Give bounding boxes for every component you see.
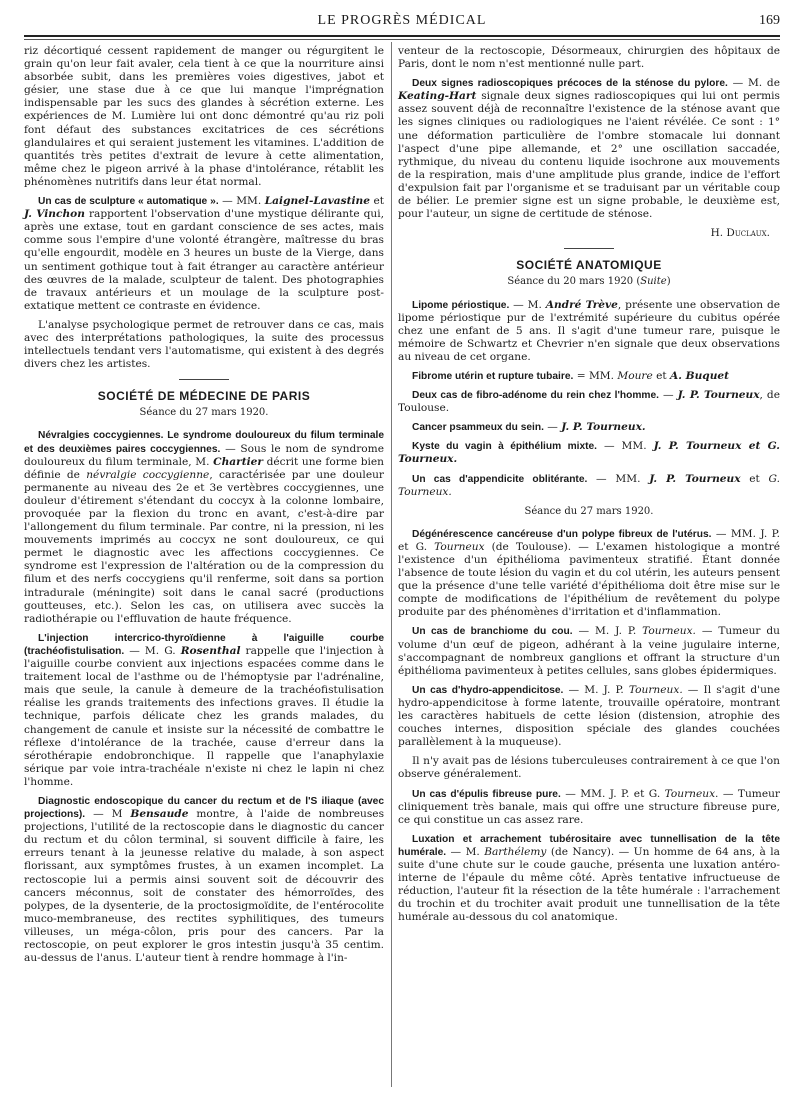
paragraph-lead: Kyste du vagin à épithélium mixte. xyxy=(412,441,598,453)
author-name: J. P. Tourneux xyxy=(649,472,741,485)
paragraph: L'analyse psychologique permet de retrouver dans ce cas, mais avec des interprétations pathologiques, la suite des processus intellectuels tendant vers l'automatisme, qui existent à des degrés divers chez les artistes. xyxy=(24,318,384,371)
paragraph: Diagnostic endoscopique du cancer du rectum et de l'S iliaque (avec projections). — M Bensaude montre, à l'aide de nombreuses projections, l'utilité de la rectoscopie dans le diagnostic du cancer du rectum et du côlon terminal, si souvent difficile à faire, les erreurs tenant à la jeunesse relative du malade, à son aspect florissant, aux symptômes frustes, à un examen incomplet. La rectoscopie lui a permis ainsi souvent soit de découvrir des cancers méconnus, soit de constater des hémorroïdes, des polypes, de la dysenterie, de la proctosigmoïdite, de l'entérocolite muco-membraneuse, des rectites syphilitiques, des tumeurs villeuses, un méga-côlon, pris pour des cancers. Par la rectoscopie, on peut explorer le gros intestin jusqu'à 35 centim. au-dessus de l'anus. L'auteur tient à rendre hommage à l'in- xyxy=(24,795,385,965)
page-header xyxy=(24,10,780,36)
signature: H. Duclaux. xyxy=(710,227,770,240)
page-number: 169 xyxy=(759,13,780,28)
journal-title: LE PROGRÈS MÉDICAL xyxy=(317,13,487,28)
author-name: Tourneux. xyxy=(642,625,696,638)
paragraph-lead: Névralgies coccygiennes. Le syndrome douloureux du filum terminale et des deuxièmes paires coccygiennes. xyxy=(24,430,384,455)
paragraph-lead: Un cas d'épulis fibreuse pure. xyxy=(412,788,561,800)
author-name: Barthélemy xyxy=(484,845,547,858)
paragraph-lead: Dégénérescence cancéreuse d'un polype fibreux de l'utérus. xyxy=(412,528,712,540)
paragraph: Un cas d'appendicite oblitérante. — MM. J. P. Tourneux et G. Tourneux. xyxy=(398,472,780,498)
section-title: SOCIÉTÉ DE MÉDECINE DE PARIS xyxy=(97,389,311,404)
paragraph-lead: Deux cas de fibro-adénome du rein chez l'homme. xyxy=(412,390,659,402)
author-name: Moure xyxy=(617,369,653,382)
author-name: Laignel-Lavastine xyxy=(264,195,370,208)
paragraph: Fibrome utérin et rupture tubaire. = MM. Moure et A. Buquet xyxy=(412,369,730,382)
section-date: Séance du 27 mars 1920. xyxy=(139,407,269,419)
paragraph: Deux cas de fibro-adénome du rein chez l'homme. — J. P. Tourneux, de Toulouse. xyxy=(398,389,780,415)
paragraph: L'injection intercrico-thyroïdienne à l'aiguille courbe (trachéofistulisation. — M. G. Rosenthal rappelle que l'injection à l'aiguille courbe convient aux injections espacées comme dans le traitement local de l'asthme ou de l'hémoptysie par l'adrénaline, mais que seule, la canule à demeure de la trachéofistulisation réalise les grands traitements des infections graves. Il étudie la technique, parfois délicate chez les grands malades, du changement de canule et insiste sur la nécessité de combattre le réflexe d'intolérance de la trachée, cause d'erreur dans la sérothérapie endobronchique. Il rappelle que l'anaphylaxie sérique par voie intra-trachéale n'existe ni chez le lapin ni chez l'homme. xyxy=(24,632,384,788)
paragraph-lead: Fibrome utérin et rupture tubaire. xyxy=(412,370,574,382)
left-column xyxy=(24,45,384,971)
paragraph-lead: Un cas d'appendicite oblitérante. xyxy=(412,473,588,485)
author-name: J. P. Tourneux et G. Tourneux. xyxy=(398,440,780,466)
paragraph-lead: Diagnostic endoscopique du cancer du rectum et de l'S iliaque (avec projections). xyxy=(24,795,384,821)
section-date: Séance du 27 mars 1920. xyxy=(524,505,654,517)
paragraph-lead: Lipome périostique. xyxy=(412,299,510,311)
author-name: G. Tourneux. xyxy=(398,472,780,498)
paragraph: Un cas de sculpture « automatique ». — MM. Laignel-Lavastine et J. Vinchon rapportent l'observation d'une mystique délirante qui, après une extase, tout en gardant conscience de ses actes, mais comme sous l'empire d'une volonté étrangère, maîtresse du bras qu'elle engourdit, modèle en 3 heures un buste de la Vierge, dans un sentiment gothique tout à fait étranger au caractère antérieur des œuvres de la malade, sculpteur de talent. Des photographies de travaux antérieurs et un moulage de la sculpture post-extatique mettent ce contraste en évidence. xyxy=(24,195,384,312)
paragraph: Un cas de branchiome du cou. — M. J. P. Tourneux. — Tumeur du volume d'un œuf de pigeon, adhérant à la veine jugulaire interne, s'accompagnant de nombreux ganglions et offrant la structure d'un épithélioma pavimenteux à petites cellules, sans globes épidermiques. xyxy=(398,625,780,677)
paragraph: Il n'y avait pas de lésions tuberculeuses contrairement à ce que l'on observe généralement. xyxy=(398,755,780,781)
separator xyxy=(564,248,614,249)
author-name: Keating-Hart xyxy=(398,90,477,103)
paragraph-lead: Cancer psammeux du sein. xyxy=(412,422,544,434)
author-name: Chartier xyxy=(213,455,263,468)
paragraph: Lipome périostique. — M. André Trève, présente une observation de lipome périostique pur de l'extrémité supérieure du cubitus opérée chez une enfant de 5 ans. Il s'agit d'une tumeur rare, puisque le mémoire de Schwartz et Chevrier n'en signale que deux observations au niveau de cet organe. xyxy=(398,298,780,363)
paragraph: Névralgies coccygiennes. Le syndrome douloureux du filum terminale et des deuxièmes paires coccygiennes. — Sous le nom de syndrome douloureux du filum terminale, M. Chartier décrit une forme bien définie de névralgie coccygienne, caractérisée par une douleur permanente au niveau des 2e et 3e vertèbres coccygiennes, une douleur d'étirement s'étendant du coccyx à la colonne lombaire, provoquée par la flexion du tronc en avant, c'est-à-dire par l'allongement du filum terminale. Par contre, ni la pression, ni les mouvements imprimés au coccyx ne sont douloureux, ce qui permet le diagnostic avec les affections coccygiennes. Ce syndrome est l'expression de l'altération ou de la compression du filum et des nerfs coccygiens qu'il renferme, soit dans sa portion intradurale (méningite) soit dans le canal sacré (productions goutteuses, etc.). Selon les cas, on utilisera avec succès la radiothérapie ou l'effluvation de haute fréquence. xyxy=(24,430,384,625)
author-name: A. Buquet xyxy=(670,369,730,382)
section-title: SOCIÉTÉ ANATOMIQUE xyxy=(516,258,662,273)
column-divider xyxy=(391,42,392,1087)
paragraph-lead: Un cas de sculpture « automatique ». xyxy=(38,196,219,208)
term: névralgie coccygienne xyxy=(86,468,210,481)
author-name: Tourneux. xyxy=(664,787,719,800)
paragraph: Luxation et arrachement tubérositaire avec tunnellisation de la tête humérale. — M. Barthélemy (de Nancy). — Un homme de 64 ans, à la suite d'une chute sur le coude gauche, présenta une luxation antéro-interne de l'épaule du même côté. Après tentative infructueuse de réduction, l'auteur fit la résection de la tête humérale : l'arrachement du trochin et du trochiter avait produit une tunnellisation de la tête humérale au-dessous du col anatomique. xyxy=(398,833,780,924)
paragraph: venteur de la rectoscopie, Désormeaux, chirurgien des hôpitaux de Paris, dont le nom n'est mentionné nulle part. xyxy=(398,45,780,71)
paragraph: Kyste du vagin à épithélium mixte. — MM. J. P. Tourneux et G. Tourneux. xyxy=(398,440,780,466)
author-name: J. P. Tourneux. xyxy=(561,421,646,434)
paragraph-lead: L'injection intercrico-thyroïdienne à l'aiguille courbe (trachéofistulisation. xyxy=(24,632,384,657)
paragraph: Un cas d'hydro-appendicitose. — M. J. P. Tourneux. — Il s'agit d'une hydro-appendicitose à forme latente, trouvaille opératoire, montrant les caractères habituels de cette lésion (distension, atrophie des couches internes, disposition spéciale des glandes couchées parallèlement à la muqueuse). xyxy=(398,683,781,749)
paragraph: Un cas d'épulis fibreuse pure. — MM. J. P. et G. Tourneux. — Tumeur cliniquement très banale, mais qui offre une structure fibreuse pure, ce qui constitue un cas assez rare. xyxy=(398,787,780,826)
paragraph-lead: Deux signes radioscopiques précoces de la sténose du pylore. xyxy=(412,78,728,90)
right-column xyxy=(398,45,780,930)
header-rule xyxy=(24,35,780,37)
paragraph: Deux signes radioscopiques précoces de la sténose du pylore. — M. de Keating-Hart signale deux signes radioscopiques qui lui ont permis assez souvent déjà de reconnaître l'existence de la sténose avant que les signes cliniques ou radiologiques ne l'aient révélée. Ce sont : 1° une déformation particulière de l'ombre stomacale lui donnant l'aspect d'une pipe allemande, et 2° une oscillation saccadée, rythmique, du niveau du contenu liquide isochrone aux mouvements de la respiration, mais d'une amplitude plus grande, indice de l'effort d'expulsion fait par l'organisme et se traduisant par un véritable coup de bélier. Le premier signe est un signe probable, le deuxième est, pour l'auteur, un signe de certitude de sténose. xyxy=(398,77,780,221)
author-name: J. Vinchon xyxy=(24,208,85,221)
author-name: Bensaude xyxy=(130,808,189,821)
author-name: André Trève xyxy=(545,298,618,311)
paragraph: Dégénérescence cancéreuse d'un polype fibreux de l'utérus. — MM. J. P. et G. Tourneux (de Toulouse). — L'examen histologique a montré l'existence d'un épithélioma pavimenteux stratifié. Étant donnée l'absence de toute lésion du vagin et du col utérin, les auteurs pensent que la présence d'une telle variété d'épithélioma doit être mise sur le compte de modifications de l'épithélium de revêtement du polype produite par des phénomènes d'irritation et d'inflammation. xyxy=(398,527,780,619)
author-name: Tourneux xyxy=(434,540,485,553)
paragraph-lead: Un cas d'hydro-appendicitose. xyxy=(412,684,564,696)
header-rule-thin xyxy=(24,39,780,40)
separator xyxy=(179,379,229,380)
paragraph-lead: Un cas de branchiome du cou. xyxy=(412,626,573,638)
section-date: Séance du 20 mars 1920 (Suite) xyxy=(507,276,671,288)
author-name: J. P. Tourneux xyxy=(677,389,760,402)
paragraph: riz décortiqué cessent rapidement de manger ou régurgitent le grain qu'on leur fait avaler, cela tient à ce que la nourriture ainsi absorbée subit, dans les premières voies digestives, jabot et gésier, une stase due à ce que lui manque l'imprégnation indispensable par les sucs des glandes à sécrétion externe. Les expériences de M. Lumière lui ont donc démontré qu'au riz poli font défaut des substances excitatrices de ces sécrétions glandulaires et qui seraient justement les vitamines. L'addition de quantités très petites d'extrait de levure à cette alimentation, même chez le pigeon arrivé à la phase d'intolérance, rétablit les phénomènes nutritifs dans leur état normal. xyxy=(24,45,384,188)
author-name: Tourneux. xyxy=(628,683,683,696)
author-name: Rosenthal xyxy=(180,644,241,657)
paragraph-lead: Luxation et arrachement tubérositaire avec tunnellisation de la tête humérale. xyxy=(398,833,780,858)
paragraph: Cancer psammeux du sein. — J. P. Tourneux. xyxy=(412,421,646,434)
